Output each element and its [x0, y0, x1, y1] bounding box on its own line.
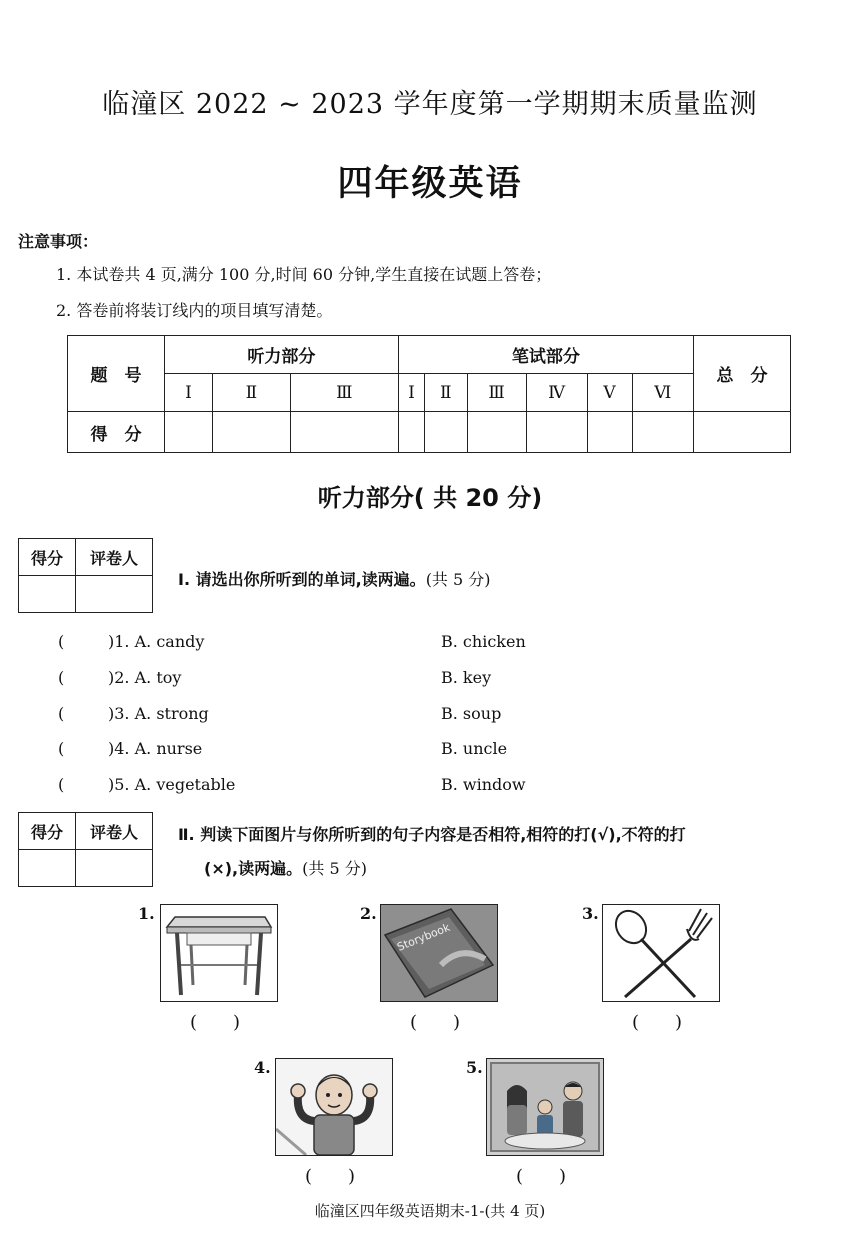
listening-part-1: Ⅰ	[165, 374, 213, 412]
score-cell[interactable]	[425, 412, 468, 453]
answer-paren[interactable]: (	[58, 739, 65, 758]
score-cell[interactable]	[212, 412, 290, 453]
score-cell[interactable]	[467, 412, 526, 453]
answer-blank[interactable]: ( )	[516, 1166, 567, 1187]
family-dinner-icon	[486, 1058, 604, 1156]
answer-blank[interactable]: ( )	[632, 1012, 683, 1033]
grade-box-part1	[18, 538, 153, 613]
listening-section-title: 听力部分( 共 20 分)	[317, 484, 543, 512]
option-b: B. uncle	[441, 739, 508, 758]
option-b: B. window	[441, 775, 526, 794]
answer-blank[interactable]: ( )	[190, 1012, 241, 1033]
writing-part-2: Ⅱ	[425, 374, 468, 412]
option-b: B. chicken	[441, 632, 526, 651]
option-b: B. key	[441, 668, 492, 687]
picture-number: 1.	[138, 904, 155, 923]
picture-number: 3.	[582, 904, 599, 923]
notice-item-1: 1. 本试卷共 4 页,满分 100 分,时间 60 分钟,学生直接在试题上答卷；	[56, 265, 552, 284]
part2-title-line2	[204, 856, 367, 879]
option-a: )5. A. vegetable	[108, 775, 236, 794]
answer-blank[interactable]: ( )	[410, 1012, 461, 1033]
grader-label: 评卷人	[76, 539, 153, 576]
listening-part-2: Ⅱ	[212, 374, 290, 412]
score-cell[interactable]	[632, 412, 693, 453]
spoon-fork-icon	[602, 904, 720, 1002]
score-cell[interactable]	[587, 412, 632, 453]
exam-title: 临潼区 2022 ~ 2023 学年度第一学期期末质量监测	[102, 89, 758, 120]
part1-instruction: Ⅰ. 请选出你所听到的单词,读两遍。	[178, 570, 426, 589]
score-label: 得分	[19, 813, 76, 850]
notice-item-2: 2. 答卷前将装订线内的项目填写清楚。	[56, 301, 333, 320]
score-table	[67, 335, 791, 453]
score-label: 得分	[19, 539, 76, 576]
part2-points: (共 5 分)	[302, 859, 367, 878]
answer-paren[interactable]: (	[58, 668, 65, 687]
grader-input[interactable]	[76, 576, 153, 613]
grader-input[interactable]	[76, 850, 153, 887]
picture-number: 2.	[360, 904, 377, 923]
page-footer: 临潼区四年级英语期末-1-(共 4 页)	[314, 1202, 546, 1220]
total-header: 总 分	[694, 336, 791, 412]
option-a: )1. A. candy	[108, 632, 205, 651]
option-b: B. soup	[441, 704, 502, 723]
writing-header: 笔试部分	[398, 336, 693, 374]
score-row-header: 得 分	[68, 412, 165, 453]
score-cell[interactable]	[526, 412, 587, 453]
storybook-label: Storybook	[395, 920, 452, 954]
writing-part-4: Ⅳ	[526, 374, 587, 412]
score-cell[interactable]	[398, 412, 424, 453]
grader-label: 评卷人	[76, 813, 153, 850]
strong-boy-icon	[275, 1058, 393, 1156]
answer-paren[interactable]: (	[58, 775, 65, 794]
storybook-icon	[380, 904, 498, 1002]
picture-number: 5.	[466, 1058, 483, 1077]
notice-heading: 注意事项：	[18, 232, 99, 251]
question-number-header: 题 号	[68, 336, 165, 412]
part1-points: (共 5 分)	[425, 570, 491, 589]
part2-instruction-tail: (×),读两遍。	[204, 859, 303, 878]
option-a: )3. A. strong	[108, 704, 209, 723]
listening-part-3: Ⅲ	[290, 374, 398, 412]
writing-part-6: Ⅵ	[632, 374, 693, 412]
option-a: )2. A. toy	[108, 668, 182, 687]
writing-part-1: Ⅰ	[398, 374, 424, 412]
score-cell[interactable]	[290, 412, 398, 453]
writing-part-5: Ⅴ	[587, 374, 632, 412]
total-score-cell[interactable]	[694, 412, 791, 453]
option-a: )4. A. nurse	[108, 739, 203, 758]
answer-blank[interactable]: ( )	[305, 1166, 356, 1187]
subject-title: 四年级英语	[337, 164, 523, 204]
part1-title	[178, 567, 491, 590]
answer-paren[interactable]: (	[58, 704, 65, 723]
part2-title-line1: Ⅱ. 判读下面图片与你所听到的句子内容是否相符,相符的打(√),不符的打	[178, 825, 686, 844]
grade-box-part2	[18, 812, 153, 887]
picture-number: 4.	[254, 1058, 271, 1077]
desk-icon	[160, 904, 278, 1002]
score-input[interactable]	[19, 850, 76, 887]
answer-paren[interactable]: (	[58, 632, 65, 651]
score-input[interactable]	[19, 576, 76, 613]
listening-header: 听力部分	[165, 336, 399, 374]
score-cell[interactable]	[165, 412, 213, 453]
writing-part-3: Ⅲ	[467, 374, 526, 412]
